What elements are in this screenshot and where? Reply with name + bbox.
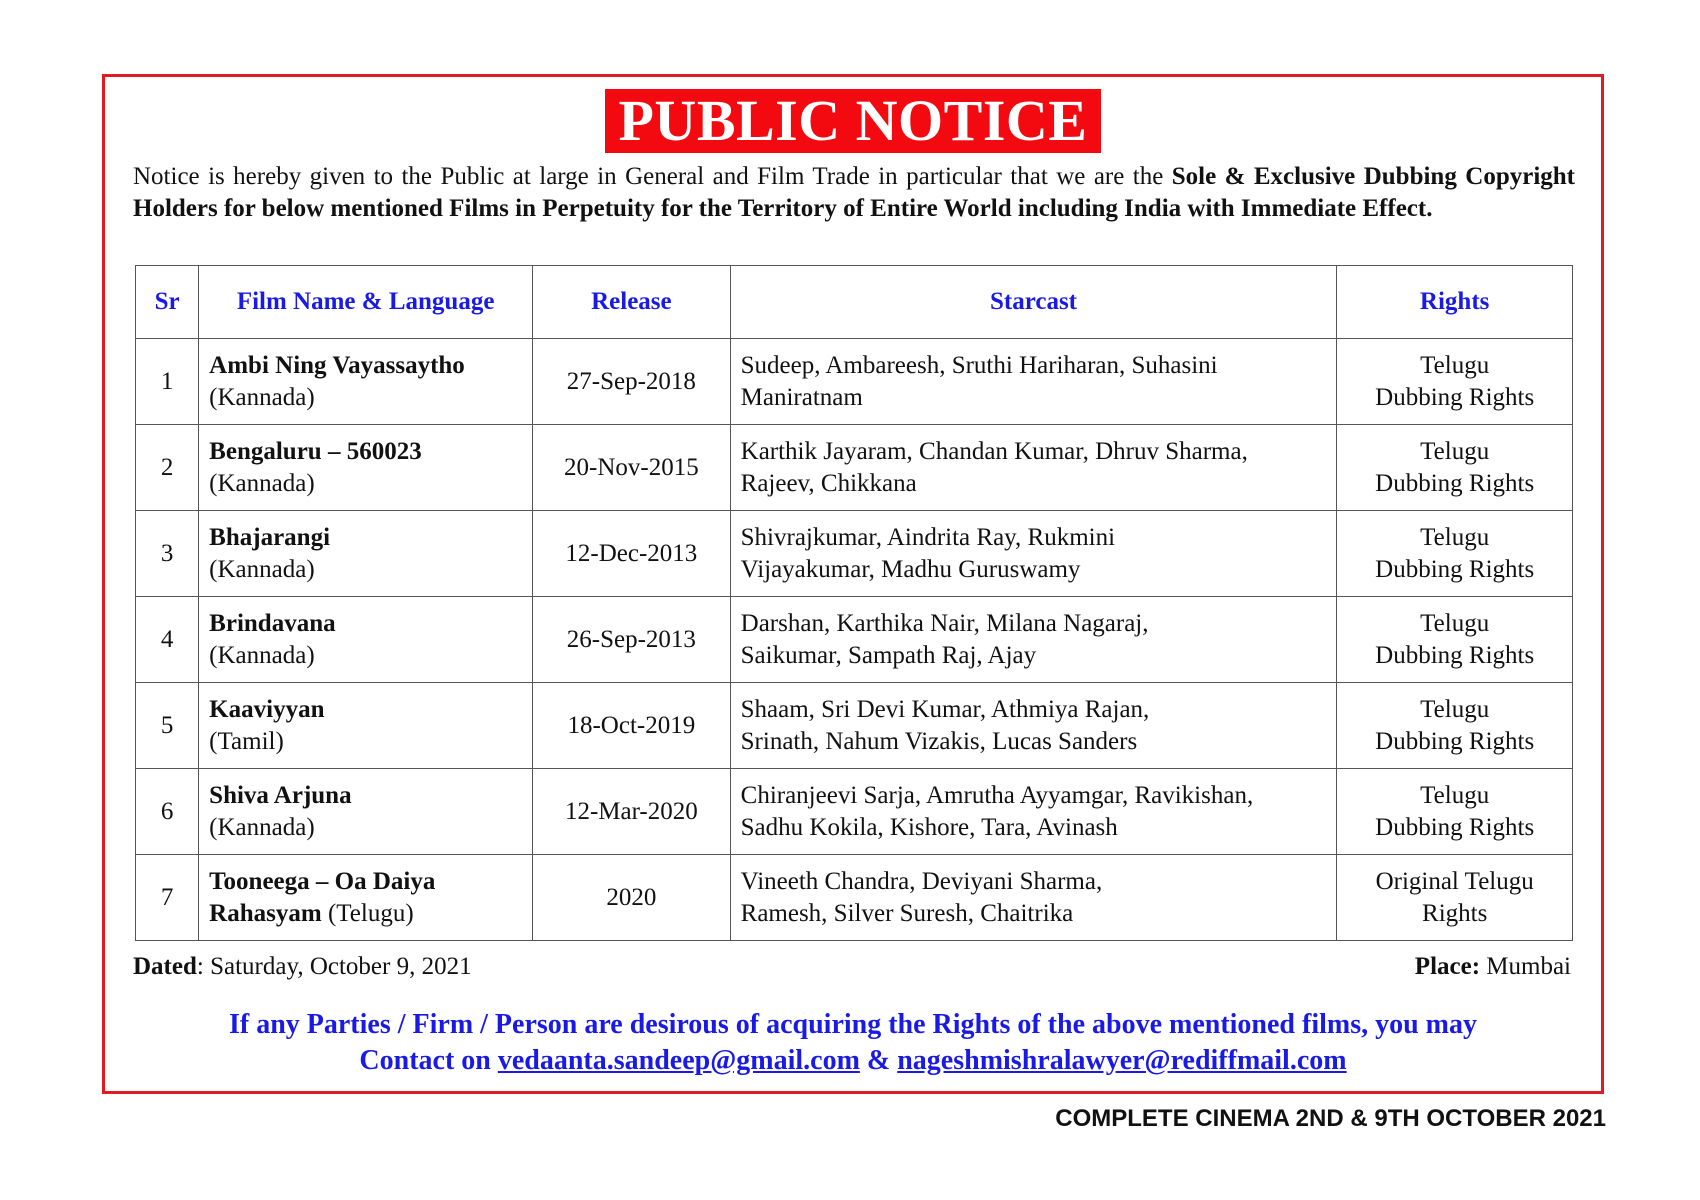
rights-line: Telugu xyxy=(1420,695,1490,723)
dated-label: Dated xyxy=(133,953,197,980)
cell-starcast xyxy=(730,769,1337,855)
cell-film xyxy=(199,511,533,597)
film-name: Ambi Ning Vayassaytho xyxy=(209,351,465,379)
cell-starcast xyxy=(730,511,1337,597)
intro-plain-text: Notice is hereby given to the Public at large in General and Film Trade in particular that we are the xyxy=(133,163,1172,190)
cell-rights xyxy=(1337,683,1573,769)
cell-sr: 4 xyxy=(136,597,199,683)
cell-sr: 6 xyxy=(136,769,199,855)
film-name: Brindavana xyxy=(209,609,336,637)
film-language: (Tamil) xyxy=(209,727,284,755)
cell-rights xyxy=(1337,769,1573,855)
rights-line: Telugu xyxy=(1420,523,1490,551)
film-name: Shiva Arjuna xyxy=(209,781,352,809)
table-row xyxy=(136,769,1573,855)
starcast-line: Saikumar, Sampath Raj, Ajay xyxy=(740,641,1037,669)
rights-line: Telugu xyxy=(1420,351,1490,379)
table-row xyxy=(136,511,1573,597)
table-row xyxy=(136,425,1573,511)
cell-rights xyxy=(1337,339,1573,425)
cell-film xyxy=(199,855,533,941)
place-label: Place: xyxy=(1414,953,1481,980)
starcast-line: Karthik Jayaram, Chandan Kumar, Dhruv Sharma, xyxy=(740,437,1248,465)
cell-film xyxy=(199,425,533,511)
film-language: (Kannada) xyxy=(209,555,315,583)
cell-starcast xyxy=(730,683,1337,769)
cell-release: 26-Sep-2013 xyxy=(533,597,731,683)
table-row xyxy=(136,683,1573,769)
film-name: Kaaviyyan xyxy=(209,695,325,723)
contact-line2 xyxy=(105,1043,1601,1079)
cell-release: 27-Sep-2018 xyxy=(533,339,731,425)
header-rights: Rights xyxy=(1337,266,1573,339)
intro-paragraph xyxy=(133,161,1575,225)
rights-line: Original Telugu xyxy=(1375,867,1534,895)
cell-film xyxy=(199,339,533,425)
rights-line: Telugu xyxy=(1420,781,1490,809)
cell-rights xyxy=(1337,425,1573,511)
rights-line: Dubbing Rights xyxy=(1375,555,1535,583)
place-value: Mumbai xyxy=(1480,953,1571,980)
cell-release: 20-Nov-2015 xyxy=(533,425,731,511)
starcast-line: Ramesh, Silver Suresh, Chaitrika xyxy=(740,899,1074,927)
starcast-line: Shivrajkumar, Aindrita Ray, Rukmini xyxy=(740,523,1116,551)
film-language: (Telugu) xyxy=(327,899,414,927)
contact-prefix: Contact on xyxy=(359,1045,498,1076)
cell-starcast xyxy=(730,855,1337,941)
cell-starcast xyxy=(730,597,1337,683)
dated-value: : Saturday, October 9, 2021 xyxy=(196,953,472,980)
film-language: (Kannada) xyxy=(209,641,315,669)
cell-rights xyxy=(1337,597,1573,683)
cell-sr: 5 xyxy=(136,683,199,769)
film-name: Bhajarangi xyxy=(209,523,331,551)
place-line xyxy=(1415,951,1571,983)
notice-frame xyxy=(102,74,1604,1094)
starcast-line: Vijayakumar, Madhu Guruswamy xyxy=(740,555,1081,583)
films-table xyxy=(135,265,1573,941)
film-name-line2 xyxy=(209,898,522,930)
contact-separator: & xyxy=(859,1045,898,1076)
film-language: (Kannada) xyxy=(209,469,315,497)
rights-line: Rights xyxy=(1422,899,1488,927)
starcast-line: Rajeev, Chikkana xyxy=(740,469,917,497)
film-name: Bengaluru – 560023 xyxy=(209,437,422,465)
cell-film xyxy=(199,597,533,683)
cell-release: 12-Mar-2020 xyxy=(533,769,731,855)
starcast-line: Shaam, Sri Devi Kumar, Athmiya Rajan, xyxy=(740,695,1150,723)
cell-rights xyxy=(1337,511,1573,597)
email-link-nagesh[interactable]: nageshmishralawyer@rediffmail.com xyxy=(897,1045,1347,1076)
cell-sr: 7 xyxy=(136,855,199,941)
table-header-row xyxy=(136,266,1573,339)
cell-film xyxy=(199,769,533,855)
starcast-line: Sadhu Kokila, Kishore, Tara, Avinash xyxy=(740,813,1118,841)
rights-line: Telugu xyxy=(1420,609,1490,637)
header-sr: Sr xyxy=(136,266,199,339)
intro-bold-text: Sole & Exclusive Dubbing Copyright Holders for below mentioned Films in Perpetuity for the Territory of Entire World including India with Immediate Effect. xyxy=(133,163,1575,222)
cell-release: 2020 xyxy=(533,855,731,941)
rights-line: Dubbing Rights xyxy=(1375,641,1535,669)
rights-line: Dubbing Rights xyxy=(1375,727,1535,755)
table-row xyxy=(136,597,1573,683)
film-language: (Kannada) xyxy=(209,813,315,841)
cell-rights xyxy=(1337,855,1573,941)
header-starcast: Starcast xyxy=(730,266,1337,339)
dated-line xyxy=(133,951,472,983)
cell-sr: 2 xyxy=(136,425,199,511)
starcast-line: Darshan, Karthika Nair, Milana Nagaraj, xyxy=(740,609,1149,637)
starcast-line: Vineeth Chandra, Deviyani Sharma, xyxy=(740,867,1103,895)
contact-block xyxy=(105,1007,1601,1079)
rights-line: Dubbing Rights xyxy=(1375,469,1535,497)
cell-film xyxy=(199,683,533,769)
cell-starcast xyxy=(730,425,1337,511)
rights-line: Telugu xyxy=(1420,437,1490,465)
title-wrap xyxy=(105,89,1601,153)
email-link-sandeep[interactable]: vedaanta.sandeep@gmail.com xyxy=(497,1045,860,1076)
header-film: Film Name & Language xyxy=(199,266,533,339)
cell-sr: 3 xyxy=(136,511,199,597)
table-row xyxy=(136,339,1573,425)
cell-release: 18-Oct-2019 xyxy=(533,683,731,769)
starcast-line: Chiranjeevi Sarja, Amrutha Ayyamgar, Ravikishan, xyxy=(740,781,1254,809)
cell-release: 12-Dec-2013 xyxy=(533,511,731,597)
cell-starcast xyxy=(730,339,1337,425)
starcast-line: Sudeep, Ambareesh, Sruthi Hariharan, Suhasini xyxy=(740,351,1218,379)
starcast-line: Maniratnam xyxy=(740,383,863,411)
table-row xyxy=(136,855,1573,941)
starcast-line: Srinath, Nahum Vizakis, Lucas Sanders xyxy=(740,727,1138,755)
film-name: Rahasyam xyxy=(209,899,322,927)
cell-sr: 1 xyxy=(136,339,199,425)
publication-footer: COMPLETE CINEMA 2ND & 9TH OCTOBER 2021 xyxy=(1055,1105,1606,1132)
film-language: (Kannada) xyxy=(209,383,315,411)
header-release: Release xyxy=(533,266,731,339)
page-title: PUBLIC NOTICE xyxy=(605,89,1102,153)
rights-line: Dubbing Rights xyxy=(1375,383,1535,411)
contact-line1: If any Parties / Firm / Person are desirous of acquiring the Rights of the above mentioned films, you may xyxy=(228,1009,1477,1040)
rights-line: Dubbing Rights xyxy=(1375,813,1535,841)
film-name: Tooneega – Oa Daiya xyxy=(209,867,436,895)
